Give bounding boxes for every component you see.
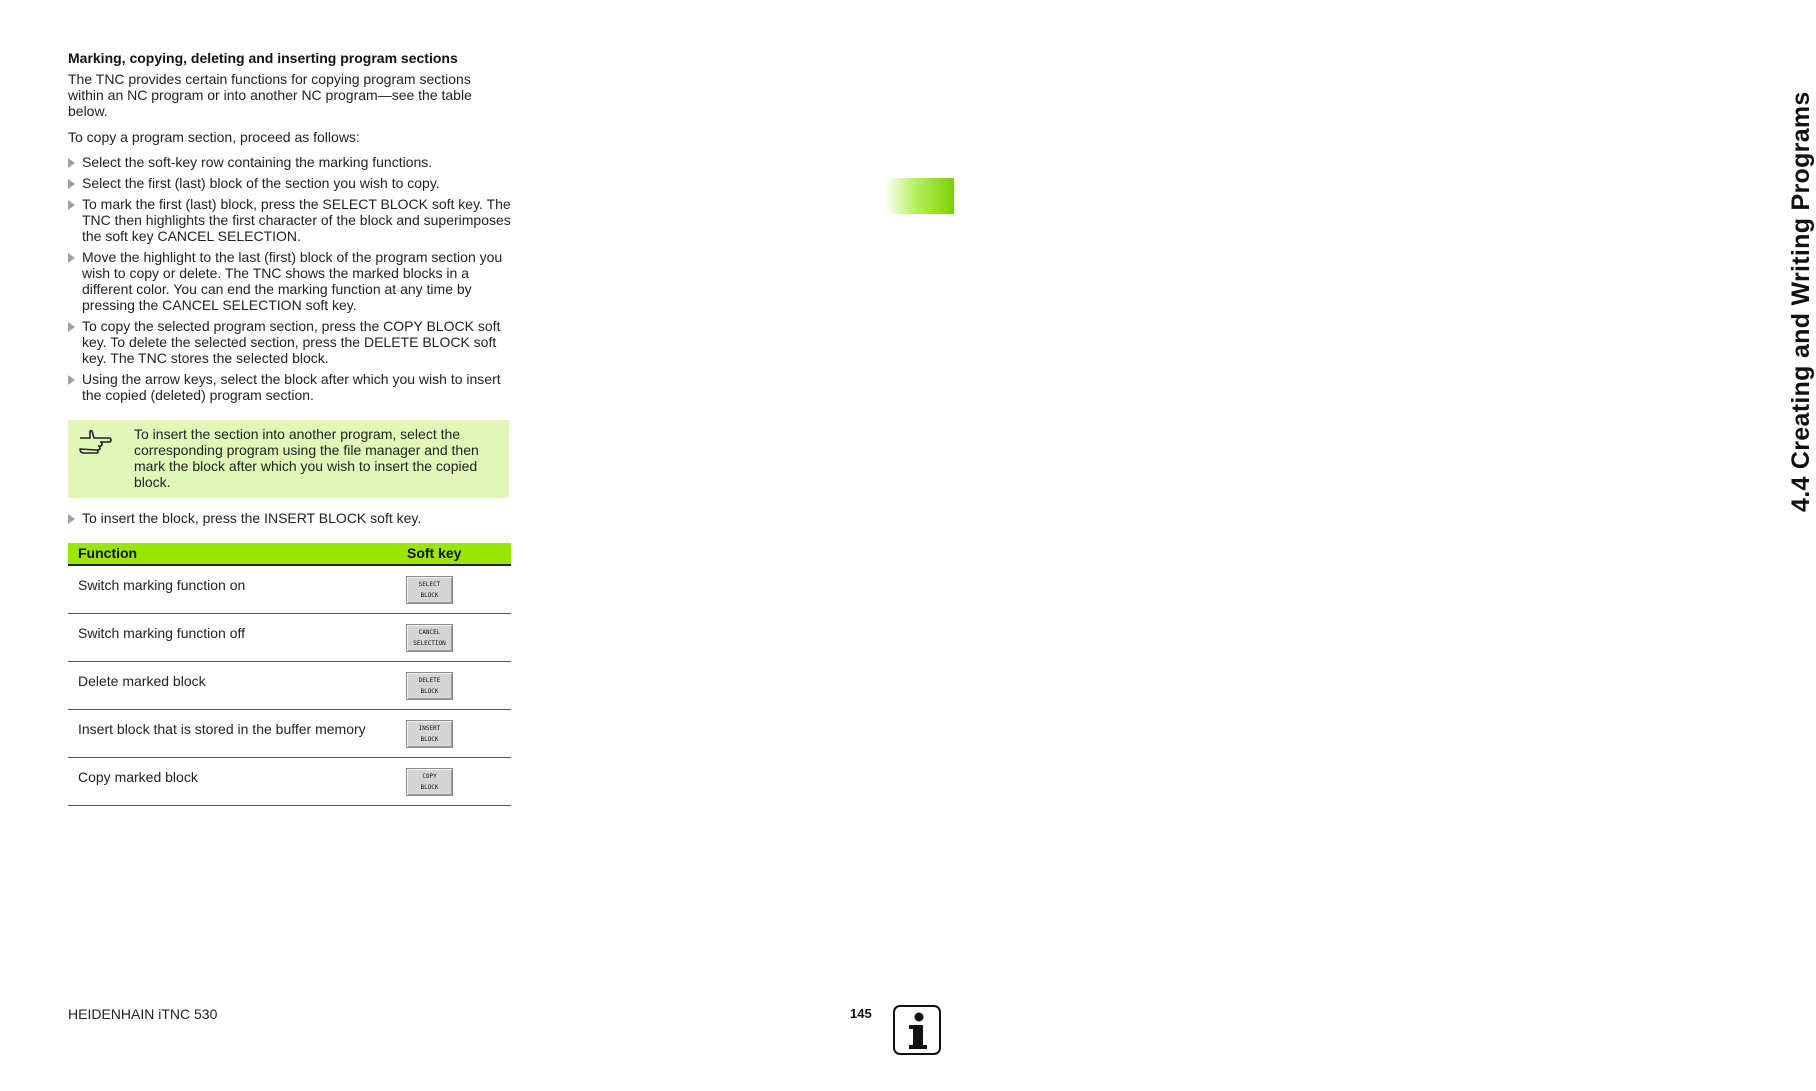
softkey-line: COPY xyxy=(422,773,437,780)
table-row xyxy=(68,710,511,758)
softkey-line: INSERT xyxy=(418,725,441,732)
softkey-line: SELECTION xyxy=(413,640,446,647)
step-text: To insert the block, press the INSERT BLOCK soft key. xyxy=(82,510,422,526)
table-row xyxy=(68,614,511,662)
table-row xyxy=(68,566,511,614)
cancel-selection-softkey[interactable] xyxy=(406,624,453,652)
triangle-arrow-icon xyxy=(68,514,75,524)
triangle-arrow-icon xyxy=(68,200,75,210)
step-item xyxy=(68,371,512,403)
intro-paragraph: The TNC provides certain functions for copying program sections within an NC program or into another NC program—see the table below. xyxy=(68,71,472,119)
function-label: Copy marked block xyxy=(78,769,198,785)
step-text: Select the first (last) block of the section you wish to copy. xyxy=(82,175,440,191)
delete-block-softkey[interactable] xyxy=(406,672,453,700)
softkey-line: BLOCK xyxy=(420,592,439,599)
function-label: Switch marking function off xyxy=(78,625,246,641)
step-text: To mark the first (last) block, press the SELECT BLOCK soft key. The TNC then highlights the first character of the block and superimposes the soft key CANCEL SELECTION. xyxy=(82,196,511,244)
triangle-arrow-icon xyxy=(68,253,75,263)
insert-block-softkey[interactable] xyxy=(406,720,453,748)
step-item xyxy=(68,510,512,526)
softkey-table xyxy=(68,543,511,806)
table-header xyxy=(68,543,511,566)
softkey-line: BLOCK xyxy=(420,688,439,695)
triangle-arrow-icon xyxy=(68,322,75,332)
step-item xyxy=(68,175,512,191)
final-step xyxy=(68,510,512,531)
step-text: Move the highlight to the last (first) block of the program section you wish to copy or delete. The TNC shows the marked blocks in a different color. You can end the marking function at any time by pressing the CANCEL SELECTION soft key. xyxy=(82,249,503,313)
function-label: Switch marking function on xyxy=(78,577,246,593)
info-icon xyxy=(893,1005,941,1055)
softkey-line: SELECT xyxy=(418,581,441,588)
footer-product: HEIDENHAIN iTNC 530 xyxy=(68,1006,218,1022)
softkey-line: CANCEL xyxy=(418,629,441,636)
table-row xyxy=(68,662,511,710)
note-box xyxy=(68,420,509,498)
step-text: Using the arrow keys, select the block after which you wish to insert the copied (deleted) program section. xyxy=(82,371,501,403)
softkey-line: BLOCK xyxy=(420,736,439,743)
step-item xyxy=(68,196,512,244)
page-number: 145 xyxy=(850,1006,872,1021)
sidebar-chapter-title: 4.4 Creating and Writing Programs xyxy=(1787,91,1815,512)
note-text: To insert the section into another program, select the corresponding program using the file manager and then mark the block after which you wish to insert the copied block. xyxy=(134,426,479,490)
triangle-arrow-icon xyxy=(68,158,75,168)
function-label: Insert block that is stored in the buffer memory xyxy=(78,721,366,737)
step-item xyxy=(68,318,512,366)
step-text: To copy the selected program section, press the COPY BLOCK soft key. To delete the selected section, press the DELETE BLOCK soft key. The TNC stores the selected block. xyxy=(82,318,501,366)
step-text: Select the soft-key row containing the marking functions. xyxy=(82,154,433,170)
table-row xyxy=(68,758,511,806)
header-function: Function xyxy=(78,545,138,561)
section-heading: Marking, copying, deleting and inserting program sections xyxy=(68,50,458,66)
triangle-arrow-icon xyxy=(68,179,75,189)
pointing-hand-icon xyxy=(78,428,112,459)
lead-paragraph: To copy a program section, proceed as follows: xyxy=(68,129,360,145)
softkey-line: DELETE xyxy=(418,677,441,684)
header-softkey: Soft key xyxy=(407,545,462,561)
select-block-softkey[interactable] xyxy=(406,576,453,604)
step-item xyxy=(68,154,512,170)
function-label: Delete marked block xyxy=(78,673,206,689)
copy-block-softkey[interactable] xyxy=(406,768,453,796)
softkey-line: BLOCK xyxy=(420,784,439,791)
step-item xyxy=(68,249,512,313)
triangle-arrow-icon xyxy=(68,375,75,385)
step-list xyxy=(68,154,512,408)
